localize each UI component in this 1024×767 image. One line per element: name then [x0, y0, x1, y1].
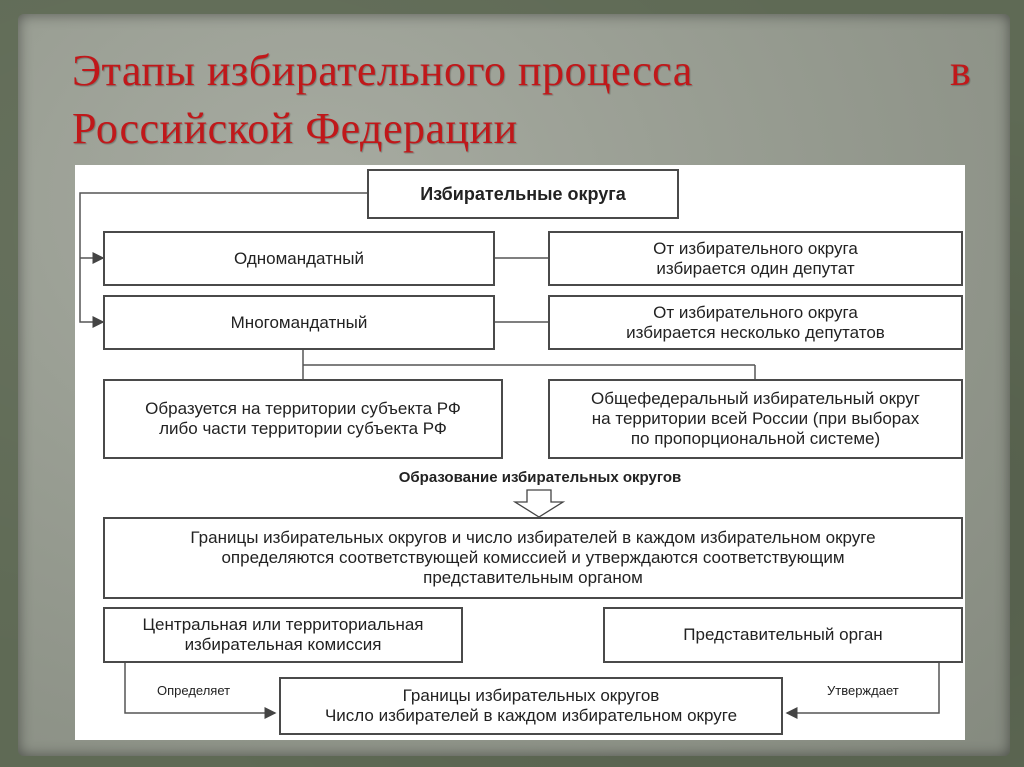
- single-mandate-label: Одномандатный: [233, 248, 365, 268]
- single-mandate-box: [103, 231, 495, 286]
- boundaries-line1: Границы избирательных округов и число избирателей в каждом избирательном округе: [190, 528, 876, 547]
- federal-line2: на территории всей России (при выборах: [591, 409, 920, 428]
- multi-mandate-desc-line1: От избирательного округа: [653, 302, 858, 322]
- title-line-1: Этапы избирательного процесса: [72, 46, 693, 95]
- multi-mandate-desc-box: [548, 295, 963, 350]
- formation-caption: Образование избирательных округов: [398, 469, 682, 486]
- commission-box: [103, 607, 463, 663]
- territory-line2: либо части территории субъекта РФ: [159, 419, 447, 438]
- representative-box: [603, 607, 963, 663]
- diagram: [75, 165, 965, 740]
- multi-mandate-desc-line2: избирается несколько депутатов: [626, 322, 885, 342]
- federal-district-box: [548, 379, 963, 459]
- electoral-districts-label: Избирательные округа: [420, 184, 626, 204]
- federal-line3: по пропорциональной системе): [630, 429, 881, 448]
- result-line2: Число избирателей в каждом избирательном округе: [324, 706, 738, 725]
- electoral-districts-box: [367, 169, 679, 219]
- boundaries-line3: представительным органом: [423, 568, 643, 587]
- territory-box: [103, 379, 503, 459]
- boundaries-box: [103, 517, 963, 599]
- result-line1: Границы избирательных округов: [402, 686, 660, 705]
- defines-label: Определяет: [157, 683, 231, 698]
- title-line-2: Российской Федерации: [72, 104, 518, 153]
- approves-label: Утверждает: [827, 683, 899, 698]
- result-box: [279, 677, 783, 735]
- federal-line1: Общефедеральный избирательный округ: [591, 389, 920, 408]
- down-arrow-icon: [515, 490, 563, 517]
- multi-mandate-label: Многомандатный: [230, 312, 368, 332]
- single-mandate-desc-box: [548, 231, 963, 286]
- single-mandate-desc-line1: От избирательного округа: [653, 238, 858, 258]
- territory-line1: Образуется на территории субъекта РФ: [145, 399, 461, 418]
- commission-line1: Центральная или территориальная: [142, 615, 424, 634]
- commission-line2: избирательная комиссия: [184, 635, 382, 654]
- multi-mandate-box: [103, 295, 495, 350]
- boundaries-line2: определяются соответствующей комиссией и утверждаются соответствующим: [221, 548, 845, 567]
- title-in: в: [950, 46, 972, 95]
- single-mandate-desc-line2: избирается один депутат: [656, 258, 855, 278]
- representative-label: Представительный орган: [683, 625, 883, 644]
- slide-title: [72, 42, 982, 158]
